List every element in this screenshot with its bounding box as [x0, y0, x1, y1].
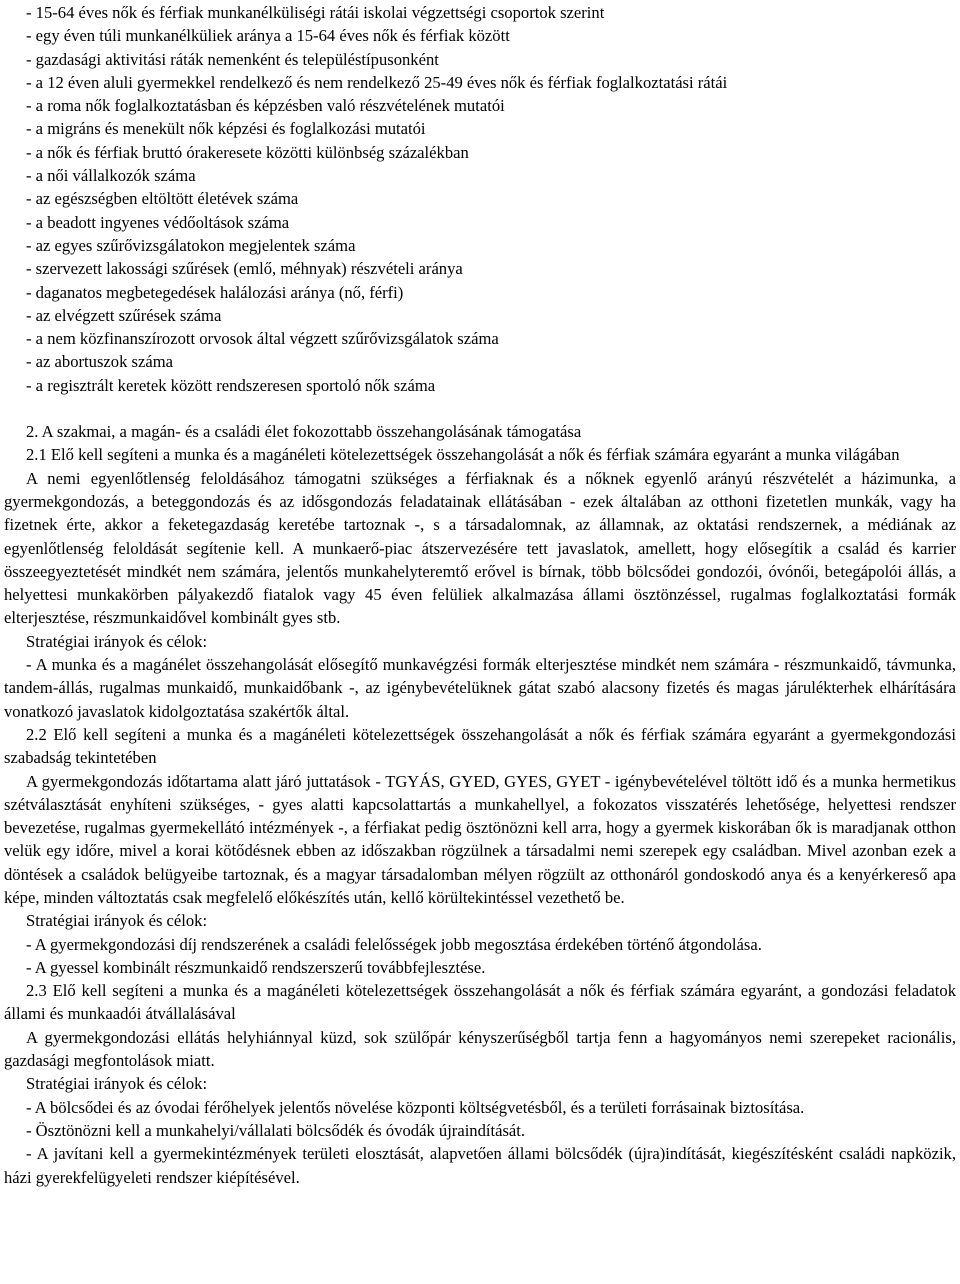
list-item: - daganatos megbetegedések halálozási aránya (nő, férfi) [26, 282, 404, 302]
subsection-title: 2.2 Elő kell segíteni a munka és a magánéleti kötelezettségek összehangolását a nők és férfiak számára egyaránt a gyermekgondozási szabadság tekintetében [4, 724, 956, 768]
list-item: - gazdasági aktivitási ráták nemenként és településtípusonként [26, 49, 439, 69]
strategy-item: - A gyermekgondozási díj rendszerének a családi felelősségek jobb megosztása érdekében történő átgondolása. [26, 934, 762, 954]
list-item: - 15-64 éves nők és férfiak munkanélküliségi rátái iskolai végzettségi csoportok szerint [26, 3, 605, 22]
strategy-item: - Ösztönözni kell a munkahelyi/vállalati bölcsődék és óvodák újraindítását. [26, 1120, 526, 1140]
strategy-item: - A bölcsődei és az óvodai férőhelyek jelentős növelése központi költségvetésből, és a területi forrásainak biztosítása. [26, 1097, 805, 1117]
list-item: - a 12 éven aluli gyermekkel rendelkező és nem rendelkező 25-49 éves nők és férfiak foglalkoztatási rátái [26, 72, 728, 92]
strategy-label: Stratégiai irányok és célok: [26, 1074, 208, 1094]
paragraph: A gyermekgondozási ellátás helyhiánnyal küzd, sok szülőpár kényszerűségből tartja fenn a hagyományos nemi szerepeket racionális, gazdasági megfontolások miatt. [4, 1027, 956, 1071]
subsection-title: 2.3 Elő kell segíteni a munka és a magánéleti kötelezettségek összehangolását a nők és férfiak számára egyaránt, a gondozási feladatok állami és munkaadói átvállalásával [4, 981, 956, 1024]
strategy-item: - A gyessel kombinált részmunkaidő rendszerszerű továbbfejlesztése. [26, 957, 486, 977]
document-page [4, 1, 956, 1189]
strategy-item: - A munka és a magánélet összehangolását elősegítő munkavégzési formák elterjesztése mindkét nem számára - részmunkaidő, távmunka, tandem-állás, rugalmas munkaidő, munkaidőbank -, az igénybevételüknek gátat szabó alacsony fizetés és magas járulékterhek elhárítására vonatkozó javaslatok kidolgoztatása szakértők által. [4, 655, 956, 721]
list-item: - a női vállalkozók száma [26, 166, 196, 186]
list-item: - a regisztrált keretek között rendszeresen sportoló nők száma [26, 375, 436, 395]
list-item: - a roma nők foglalkoztatásban és képzésben való részvételének mutatói [26, 96, 505, 116]
list-item: - a beadott ingyenes védőoltások száma [26, 212, 290, 232]
list-item: - szervezett lakossági szűrések (emlő, méhnyak) részvételi aránya [26, 259, 463, 279]
paragraph: A gyermekgondozás időtartama alatt járó juttatások - TGYÁS, GYED, GYES, GYET - igénybevételével töltött idő és a munka hermetikus szétválasztását enyhíteni szükséges, - gyes alatti kapcsolattartás a munkahellyel, a fokozatos visszatérés lehetősége, helyettesi rendszer bevezetése, rugalmas gyermekellátó intézmények -, a férfiakat pedig ösztönözni kell arra, hogy a gyermek kiskorában ők is maradjanak otthon velük egy időre, mivel a korai kötődésnek ebben az időszakban rögzülnek a társadalmi nemi szerepek egy családban. Mivel azonban ezek a döntések a családok belügyeibe tartoznak, és a magyar társadalomban mélyen rögzült az otthonáról gondoskodó anya és a kenyérkereső apa képe, minden változtatás csak megfelelő előkészítés után, kellő körültekintéssel vezethető be. [4, 771, 956, 907]
section-heading: 2. A szakmai, a magán- és a családi élet fokozottabb összehangolásának támogatása [26, 422, 582, 442]
strategy-label: Stratégiai irányok és célok: [26, 631, 208, 651]
list-item: - a nők és férfiak bruttó órakeresete közötti különbség százalékban [26, 142, 469, 162]
paragraph: A nemi egyenlőtlenség feloldásához támogatni szükséges a férfiaknak és a nőknek egyenlő arányú részvételét a házimunka, a gyermekgondozás, a beteggondozás és az idősgondozás feladatainak ellátásában - ezek általában az otthoni fizetetlen munkák, vagy ha fizetnek érte, akkor a feketegazdaság keretébe tartoznak -, s a társadalomnak, az államnak, az oktatási rendszernek, a médiának az egyenlőtlenség feloldását segítenie kell. A munkaerő-piac átszervezésére tett javaslatok, amellett, hogy elősegítik a család és karrier összeegyeztetését mindkét nem számára, jelentős munkahelyteremtő erővel is bírnak, több bölcsődei gondozói, óvónői, betegápolói állás, a helyettesi munkakörben pályakezdő fiatalok vagy 45 éven felüliek alkalmazása állami ösztönzéssel, rugalmas foglalkoztatási formák elterjesztése, részmunkaidővel kombinált gyes stb. [4, 468, 956, 628]
indicator-list [4, 1, 956, 397]
list-item: - az elvégzett szűrések száma [26, 305, 222, 325]
spacer [4, 397, 956, 420]
list-item: - az egészségben eltöltött életévek száma [26, 189, 299, 209]
list-item: - az abortuszok száma [26, 352, 173, 372]
list-item: - a nem közfinanszírozott orvosok által végzett szűrővizsgálatok száma [26, 329, 499, 349]
subsection-title: 2.1 Elő kell segíteni a munka és a magánéleti kötelezettségek összehangolását a nők és férfiak számára egyaránt a munka világában [26, 445, 900, 465]
strategy-item: - A javítani kell a gyermekintézmények területi elosztását, alapvetően állami bölcsődék (újra)indítását, kiegészítésként családi napközik, házi gyerekfelügyeleti rendszer kiépítésével. [4, 1144, 956, 1187]
list-item: - az egyes szűrővizsgálatokon megjelentek száma [26, 235, 356, 255]
strategy-label: Stratégiai irányok és célok: [26, 911, 208, 931]
list-item: - egy éven túli munkanélküliek aránya a 15-64 éves nők és férfiak között [26, 26, 510, 46]
list-item: - a migráns és menekült nők képzési és foglalkozási mutatói [26, 119, 426, 139]
